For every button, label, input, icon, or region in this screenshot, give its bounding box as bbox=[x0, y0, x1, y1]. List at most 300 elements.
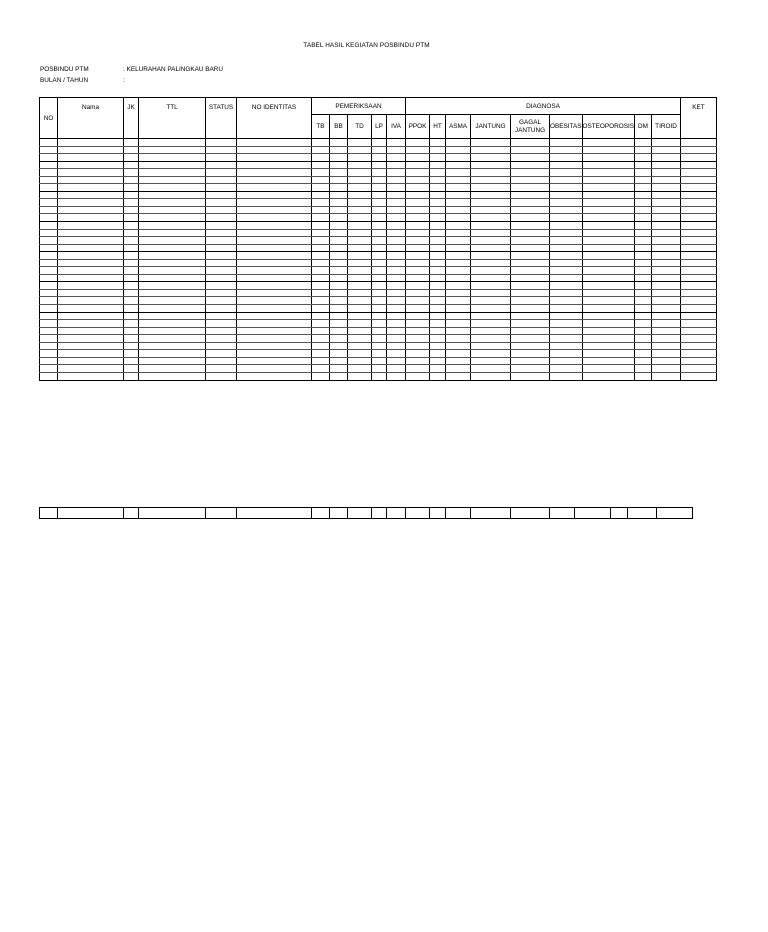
table-cell bbox=[511, 350, 550, 358]
table-cell bbox=[348, 252, 372, 260]
table-row bbox=[40, 146, 717, 154]
table-cell bbox=[330, 191, 348, 199]
table-cell bbox=[550, 320, 583, 328]
table-cell bbox=[582, 199, 635, 207]
table-cell bbox=[348, 297, 372, 305]
table-cell bbox=[430, 244, 446, 252]
table-cell bbox=[237, 146, 312, 154]
table-cell bbox=[635, 267, 652, 275]
table-cell bbox=[206, 342, 237, 350]
table-cell bbox=[657, 508, 693, 519]
table-cell bbox=[58, 214, 124, 222]
table-cell bbox=[446, 365, 471, 373]
table-cell bbox=[206, 327, 237, 335]
table-cell bbox=[446, 252, 471, 260]
table-row bbox=[40, 327, 717, 335]
table-cell bbox=[330, 244, 348, 252]
table-cell bbox=[237, 237, 312, 245]
table-cell bbox=[582, 154, 635, 162]
table-cell bbox=[237, 327, 312, 335]
table-cell bbox=[206, 267, 237, 275]
table-cell bbox=[387, 161, 406, 169]
table-cell bbox=[372, 161, 387, 169]
table-cell bbox=[582, 139, 635, 147]
table-cell bbox=[681, 274, 717, 282]
table-cell bbox=[550, 327, 583, 335]
table-cell bbox=[652, 252, 681, 260]
table-cell bbox=[406, 237, 430, 245]
header-asma: ASMA bbox=[446, 115, 471, 139]
table-cell bbox=[139, 274, 206, 282]
table-cell bbox=[635, 365, 652, 373]
table-cell bbox=[406, 176, 430, 184]
table-row bbox=[40, 139, 717, 147]
table-cell bbox=[430, 184, 446, 192]
table-cell bbox=[635, 154, 652, 162]
table-cell bbox=[387, 508, 406, 519]
table-cell bbox=[40, 320, 58, 328]
table-cell bbox=[206, 372, 237, 380]
table-cell bbox=[124, 252, 139, 260]
table-cell bbox=[206, 320, 237, 328]
table-cell bbox=[237, 267, 312, 275]
table-row bbox=[40, 508, 693, 519]
table-cell bbox=[387, 350, 406, 358]
table-cell bbox=[430, 252, 446, 260]
table-cell bbox=[237, 214, 312, 222]
table-cell bbox=[348, 259, 372, 267]
table-cell bbox=[312, 267, 330, 275]
header-iva: IVA bbox=[387, 115, 406, 139]
table-cell bbox=[330, 289, 348, 297]
table-cell bbox=[681, 139, 717, 147]
table-cell bbox=[330, 161, 348, 169]
table-cell bbox=[471, 237, 511, 245]
table-cell bbox=[471, 139, 511, 147]
table-cell bbox=[348, 184, 372, 192]
table-cell bbox=[387, 229, 406, 237]
table-cell bbox=[58, 342, 124, 350]
table-cell bbox=[124, 508, 139, 519]
table-cell bbox=[348, 282, 372, 290]
table-cell bbox=[139, 154, 206, 162]
table-cell bbox=[124, 259, 139, 267]
table-cell bbox=[446, 342, 471, 350]
table-cell bbox=[652, 259, 681, 267]
header-osteoporosis: OSTEOPOROSIS bbox=[582, 115, 635, 139]
table-cell bbox=[406, 214, 430, 222]
table-cell bbox=[372, 274, 387, 282]
table-cell bbox=[387, 176, 406, 184]
table-cell bbox=[635, 139, 652, 147]
table-cell bbox=[471, 229, 511, 237]
table-cell bbox=[237, 229, 312, 237]
table-cell bbox=[471, 169, 511, 177]
field-bulan-tahun-value: : bbox=[123, 77, 125, 84]
table-cell bbox=[430, 259, 446, 267]
table-cell bbox=[206, 237, 237, 245]
table-cell bbox=[430, 154, 446, 162]
table-cell bbox=[406, 327, 430, 335]
table-cell bbox=[58, 372, 124, 380]
table-cell bbox=[237, 274, 312, 282]
table-cell bbox=[124, 154, 139, 162]
table-cell bbox=[582, 282, 635, 290]
table-cell bbox=[652, 305, 681, 313]
table-cell bbox=[40, 244, 58, 252]
table-cell bbox=[206, 169, 237, 177]
table-cell bbox=[58, 335, 124, 343]
table-cell bbox=[372, 312, 387, 320]
table-cell bbox=[550, 282, 583, 290]
table-cell bbox=[206, 252, 237, 260]
table-cell bbox=[40, 274, 58, 282]
table-cell bbox=[582, 206, 635, 214]
table-cell bbox=[406, 154, 430, 162]
table-cell bbox=[582, 305, 635, 313]
table-cell bbox=[40, 289, 58, 297]
table-cell bbox=[446, 335, 471, 343]
table-cell bbox=[124, 244, 139, 252]
table-cell bbox=[681, 199, 717, 207]
table-cell bbox=[430, 191, 446, 199]
table-cell bbox=[124, 372, 139, 380]
table-cell bbox=[237, 244, 312, 252]
table-cell bbox=[237, 357, 312, 365]
table-cell bbox=[635, 237, 652, 245]
table-cell bbox=[511, 312, 550, 320]
table-cell bbox=[681, 146, 717, 154]
table-cell bbox=[387, 169, 406, 177]
table-cell bbox=[582, 342, 635, 350]
table-cell bbox=[652, 154, 681, 162]
table-cell bbox=[681, 372, 717, 380]
table-cell bbox=[582, 297, 635, 305]
table-cell bbox=[372, 191, 387, 199]
table-cell bbox=[511, 184, 550, 192]
table-cell bbox=[652, 184, 681, 192]
table-cell bbox=[312, 312, 330, 320]
table-cell bbox=[406, 289, 430, 297]
table-cell bbox=[372, 305, 387, 313]
table-cell bbox=[40, 154, 58, 162]
table-cell bbox=[372, 146, 387, 154]
table-cell bbox=[312, 229, 330, 237]
header-pemeriksaan: PEMERIKSAAN bbox=[312, 98, 406, 115]
table-cell bbox=[550, 206, 583, 214]
table-cell bbox=[387, 267, 406, 275]
table-row bbox=[40, 206, 717, 214]
table-cell bbox=[387, 259, 406, 267]
table-cell bbox=[681, 169, 717, 177]
table-cell bbox=[387, 327, 406, 335]
table-cell bbox=[58, 169, 124, 177]
table-cell bbox=[372, 206, 387, 214]
table-cell bbox=[406, 199, 430, 207]
table-cell bbox=[430, 267, 446, 275]
header-diagnosa: DIAGNOSA bbox=[406, 98, 681, 115]
table-cell bbox=[312, 252, 330, 260]
table-cell bbox=[635, 327, 652, 335]
table-cell bbox=[446, 229, 471, 237]
table-cell bbox=[652, 161, 681, 169]
table-row bbox=[40, 184, 717, 192]
table-cell bbox=[312, 289, 330, 297]
table-cell bbox=[550, 176, 583, 184]
table-cell bbox=[635, 146, 652, 154]
table-cell bbox=[237, 184, 312, 192]
table-cell bbox=[430, 161, 446, 169]
table-cell bbox=[124, 312, 139, 320]
table-cell bbox=[446, 161, 471, 169]
table-cell bbox=[330, 342, 348, 350]
table-cell bbox=[139, 350, 206, 358]
table-cell bbox=[58, 357, 124, 365]
table-cell bbox=[312, 342, 330, 350]
table-cell bbox=[387, 184, 406, 192]
header-gagal-jantung: GAGAL JANTUNG bbox=[511, 115, 550, 139]
table-cell bbox=[330, 327, 348, 335]
table-cell bbox=[511, 244, 550, 252]
table-cell bbox=[237, 282, 312, 290]
table-cell bbox=[652, 191, 681, 199]
table-cell bbox=[40, 237, 58, 245]
table-cell bbox=[40, 229, 58, 237]
table-cell bbox=[348, 206, 372, 214]
table-cell bbox=[511, 259, 550, 267]
table-cell bbox=[139, 199, 206, 207]
table-cell bbox=[550, 357, 583, 365]
table-cell bbox=[312, 305, 330, 313]
table-cell bbox=[575, 508, 611, 519]
table-cell bbox=[430, 139, 446, 147]
table-cell bbox=[550, 139, 583, 147]
field-posbindu-label: POSBINDU PTM bbox=[40, 66, 89, 73]
table-cell bbox=[124, 350, 139, 358]
table-cell bbox=[206, 161, 237, 169]
table-cell bbox=[511, 237, 550, 245]
table-cell bbox=[124, 267, 139, 275]
table-cell bbox=[471, 357, 511, 365]
table-cell bbox=[387, 289, 406, 297]
table-cell bbox=[430, 335, 446, 343]
table-cell bbox=[430, 176, 446, 184]
table-cell bbox=[372, 154, 387, 162]
table-cell bbox=[550, 267, 583, 275]
table-row bbox=[40, 176, 717, 184]
table-cell bbox=[550, 274, 583, 282]
table-cell bbox=[348, 365, 372, 373]
table-cell bbox=[139, 161, 206, 169]
table-cell bbox=[206, 222, 237, 230]
table-cell bbox=[550, 191, 583, 199]
table-cell bbox=[511, 161, 550, 169]
table-cell bbox=[330, 252, 348, 260]
table-cell bbox=[330, 199, 348, 207]
table-cell bbox=[387, 320, 406, 328]
table-cell bbox=[372, 289, 387, 297]
table-cell bbox=[635, 214, 652, 222]
table-cell bbox=[652, 327, 681, 335]
table-cell bbox=[430, 320, 446, 328]
table-row bbox=[40, 199, 717, 207]
table-cell bbox=[330, 169, 348, 177]
table-cell bbox=[387, 305, 406, 313]
table-cell bbox=[387, 191, 406, 199]
table-cell bbox=[387, 252, 406, 260]
table-cell bbox=[406, 146, 430, 154]
table-cell bbox=[550, 199, 583, 207]
table-cell bbox=[471, 214, 511, 222]
table-cell bbox=[652, 214, 681, 222]
table-cell bbox=[511, 508, 550, 519]
table-cell bbox=[550, 169, 583, 177]
table-cell bbox=[58, 365, 124, 373]
table-cell bbox=[330, 320, 348, 328]
footer-table bbox=[39, 507, 693, 519]
table-cell bbox=[124, 214, 139, 222]
table-cell bbox=[139, 305, 206, 313]
table-cell bbox=[348, 169, 372, 177]
header-ht: HT bbox=[430, 115, 446, 139]
table-cell bbox=[139, 191, 206, 199]
table-cell bbox=[348, 139, 372, 147]
table-cell bbox=[124, 191, 139, 199]
table-cell bbox=[330, 357, 348, 365]
table-cell bbox=[635, 252, 652, 260]
table-cell bbox=[139, 259, 206, 267]
header-ket: KET bbox=[681, 98, 717, 139]
table-cell bbox=[40, 372, 58, 380]
table-cell bbox=[139, 320, 206, 328]
table-cell bbox=[387, 335, 406, 343]
field-bulan-tahun-label: BULAN / TAHUN bbox=[40, 77, 89, 84]
table-cell bbox=[58, 252, 124, 260]
table-cell bbox=[550, 252, 583, 260]
table-cell bbox=[582, 327, 635, 335]
table-cell bbox=[652, 289, 681, 297]
table-cell bbox=[237, 342, 312, 350]
table-cell bbox=[511, 335, 550, 343]
table-cell bbox=[652, 199, 681, 207]
table-cell bbox=[550, 372, 583, 380]
table-cell bbox=[652, 169, 681, 177]
table-cell bbox=[312, 357, 330, 365]
table-cell bbox=[348, 161, 372, 169]
table-cell bbox=[550, 312, 583, 320]
table-cell bbox=[330, 154, 348, 162]
table-cell bbox=[635, 229, 652, 237]
table-cell bbox=[446, 312, 471, 320]
table-row bbox=[40, 259, 717, 267]
table-cell bbox=[681, 327, 717, 335]
table-cell bbox=[206, 244, 237, 252]
table-cell bbox=[511, 274, 550, 282]
table-cell bbox=[206, 206, 237, 214]
table-cell bbox=[330, 297, 348, 305]
table-cell bbox=[446, 191, 471, 199]
table-cell bbox=[58, 191, 124, 199]
table-cell bbox=[471, 320, 511, 328]
table-cell bbox=[446, 206, 471, 214]
table-cell bbox=[511, 206, 550, 214]
table-cell bbox=[471, 372, 511, 380]
document-title: TABEL HASIL KEGIATAN POSBINDU PTM bbox=[303, 42, 430, 49]
table-cell bbox=[330, 274, 348, 282]
table-cell bbox=[471, 154, 511, 162]
table-cell bbox=[446, 259, 471, 267]
table-cell bbox=[635, 357, 652, 365]
table-cell bbox=[40, 191, 58, 199]
table-cell bbox=[430, 327, 446, 335]
table-cell bbox=[124, 327, 139, 335]
table-cell bbox=[681, 252, 717, 260]
table-cell bbox=[348, 305, 372, 313]
field-posbindu-value: : KELURAHAN PALINGKAU BARU bbox=[123, 66, 224, 73]
table-cell bbox=[237, 169, 312, 177]
table-cell bbox=[430, 508, 446, 519]
posbindu-table bbox=[39, 97, 717, 381]
table-cell bbox=[237, 312, 312, 320]
table-cell bbox=[312, 274, 330, 282]
field-posbindu bbox=[40, 66, 224, 73]
table-cell bbox=[372, 508, 387, 519]
table-cell bbox=[582, 372, 635, 380]
table-cell bbox=[139, 289, 206, 297]
table-cell bbox=[582, 222, 635, 230]
table-cell bbox=[124, 305, 139, 313]
table-row bbox=[40, 350, 717, 358]
table-cell bbox=[372, 335, 387, 343]
table-cell bbox=[124, 335, 139, 343]
table-cell bbox=[511, 154, 550, 162]
table-cell bbox=[139, 214, 206, 222]
table-cell bbox=[139, 146, 206, 154]
table-cell bbox=[406, 169, 430, 177]
table-cell bbox=[635, 289, 652, 297]
table-cell bbox=[330, 365, 348, 373]
table-cell bbox=[139, 184, 206, 192]
table-cell bbox=[312, 214, 330, 222]
table-cell bbox=[237, 372, 312, 380]
table-cell bbox=[139, 282, 206, 290]
table-cell bbox=[387, 139, 406, 147]
table-cell bbox=[58, 139, 124, 147]
table-cell bbox=[330, 222, 348, 230]
table-cell bbox=[206, 335, 237, 343]
table-cell bbox=[206, 259, 237, 267]
table-cell bbox=[206, 357, 237, 365]
table-cell bbox=[348, 350, 372, 358]
table-cell bbox=[206, 154, 237, 162]
table-cell bbox=[206, 184, 237, 192]
table-cell bbox=[430, 206, 446, 214]
table-cell bbox=[511, 169, 550, 177]
table-cell bbox=[139, 372, 206, 380]
table-cell bbox=[635, 372, 652, 380]
table-cell bbox=[124, 169, 139, 177]
table-cell bbox=[348, 154, 372, 162]
table-row bbox=[40, 237, 717, 245]
table-cell bbox=[681, 282, 717, 290]
table-cell bbox=[58, 305, 124, 313]
table-cell bbox=[652, 229, 681, 237]
table-cell bbox=[471, 199, 511, 207]
table-cell bbox=[406, 282, 430, 290]
table-cell bbox=[124, 206, 139, 214]
table-cell bbox=[446, 320, 471, 328]
table-cell bbox=[406, 252, 430, 260]
